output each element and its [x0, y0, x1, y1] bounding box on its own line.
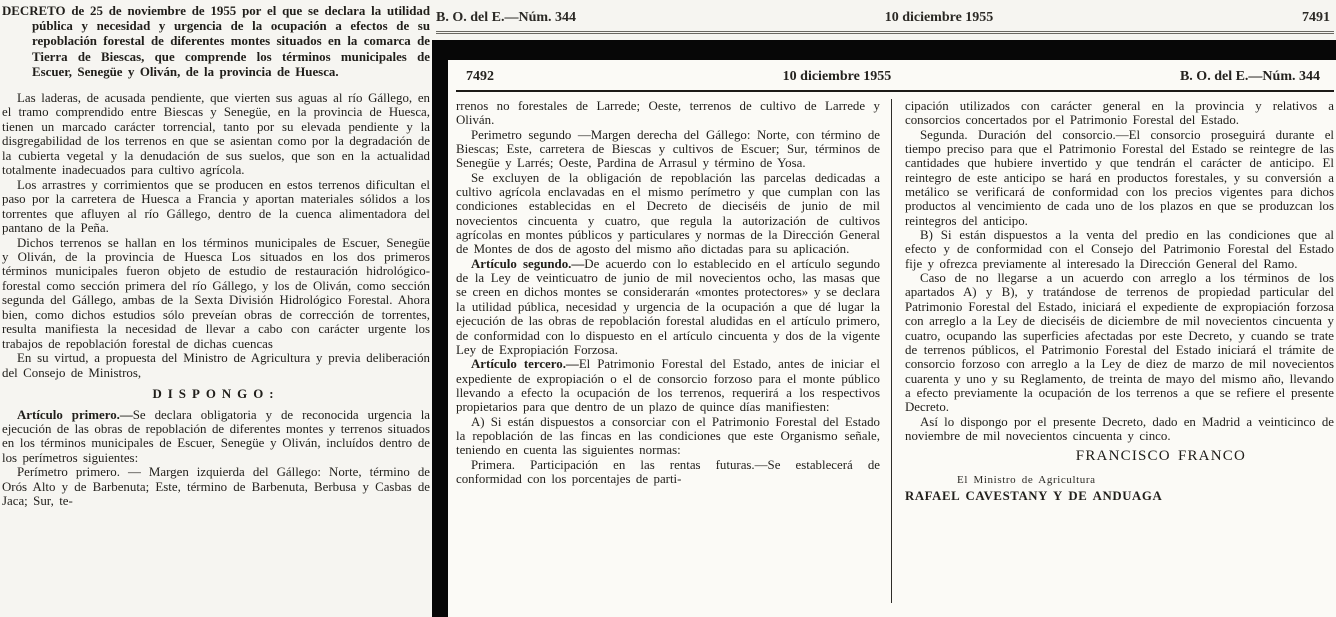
- front-header-page-number: 7492: [466, 69, 494, 84]
- paragraph: Perímetro primero. — Margen izquierda del Gállego: Norte, término de Orós Alto y de Barbenuta; Este, término de Barbenuta, Berbusa y Casbas de Jaca; Sur, te-: [2, 465, 430, 509]
- front-page-scan-frame: [432, 40, 1336, 617]
- rear-header-rule: [436, 31, 1334, 34]
- rear-page-left-column: [2, 4, 430, 615]
- paragraph: Segunda. Duración del consorcio.—El consorcio proseguirá durante el tiempo preciso para que el Patrimonio Forestal del Estado se reintegre de las cantidades que hubiere invertido y que tendrán el carácter de anticipo. El reintegro de este anticipo se hará en productos forestales, y su conversión a metálico se verificará de conformidad con los precios vigentes para dichos productos al vencimiento de cada uno de los plazos en que se produzcan los reintegros del anticipo.: [905, 127, 1334, 228]
- paragraph: Primera. Participación en las rentas futuras.—Se establecerá de conformidad con los porcentajes de parti-: [456, 457, 880, 486]
- rear-header-bulletin: B. O. del E.—Núm. 344: [436, 10, 577, 25]
- paragraph: DISPONGO:: [152, 387, 280, 402]
- paragraph: cipación utilizados con carácter general en la provincia y relativos a consorcios concertados por el Patrimonio Forestal del Estado.: [905, 99, 1334, 128]
- front-header-date: 10 diciembre 1955: [782, 69, 892, 84]
- paragraph: B) Si están dispuestos a la venta del predio en las condiciones que al efecto y de conformidad con el Consejo del Patrimonio Forestal del Estado fije y ofrezca previamente al interesado la Dirección General del Ramo.: [905, 228, 1334, 271]
- front-column-right: [892, 99, 1336, 603]
- rear-page-header: [436, 10, 1330, 26]
- signature-minister-name: RAFAEL CAVESTANY Y DE ANDUAGA: [905, 488, 1163, 503]
- rear-header-date: 10 diciembre 1955: [884, 10, 994, 25]
- front-page-header: [448, 60, 1336, 90]
- paragraph: Artículo tercero.—El Patrimonio Forestal del Estado, antes de iniciar el expediente de expropiación o el de consorcio forzoso para el monte público llevando a efecto la ocupación de los terrenos, requerirá a los respectivos propietarios para que dentro de un plazo de quince días manifiesten:: [456, 357, 880, 415]
- front-column-right-body: [905, 99, 1334, 443]
- paragraph: En su virtud, a propuesta del Ministro de Agricultura y previa deliberación del Consejo de Ministros,: [2, 351, 430, 380]
- paragraph: Artículo primero.—Se declara obligatoria y de reconocida urgencia la ejecución de las obras de repoblación de diferentes montes y terrenos situados en los términos municipales de Escuer, Senegüe y Oliván, incluídos dentro de los perímetros siguientes:: [2, 407, 430, 465]
- front-page-columns: [448, 92, 1336, 603]
- paragraph: Se excluyen de la obligación de repoblación las parcelas dedicadas a cultivo agrícola enclavadas en el mismo perímetro y que cumplan con las condiciones establecidas en el Decreto de dieciséis de junio de mil novecientos cincuenta y cuatro, que regula la autorización de cultivos agrícolas en montes públicos y particulares y normas de la Dirección General de Montes de dos de agosto del mismo año dictadas para su aplicación.: [456, 170, 880, 257]
- paragraph: Artículo segundo.—De acuerdo con lo establecido en el artículo segundo de la Ley de veinticuatro de junio de mil novecientos ocho, las masas que se creen en dichos montes se considerarán «montes protectores» y se declara la utilidad pública, necesidad y urgencia de la ocupación a que dé lugar la ejecución de las obras de repoblación forestal aludidas en el artículo primero, de conformidad con lo dispuesto en el artículo cincuenta y dos de la vigente Ley de Expropiación Forzosa.: [456, 256, 880, 357]
- signature-minister-title: El Ministro de Agricultura: [957, 473, 1096, 486]
- paragraph: Así lo dispongo por el presente Decreto, dado en Madrid a veinticinco de noviembre de mil novecientos cincuenta y cinco.: [905, 414, 1334, 443]
- front-column-left: [448, 99, 882, 603]
- rear-header-page-number: 7491: [1301, 10, 1330, 25]
- paragraph: Perimetro segundo —Margen derecha del Gállego: Norte, con término de Biescas; Este, carretera de Biescas y cultivos de Escuer; Sur, términos de Senegüe y Larrés; Oeste, Pardina de Arrasul y término de Yosa.: [456, 127, 880, 171]
- paragraph: Dichos terrenos se hallan en los términos municipales de Escuer, Senegüe y Oliván, de la provincia de Huesca Los situados en los dos primeros términos municipales fueron objeto de estudio de restauración hidrológico-forestal como sección primera del río Gállego, y los de Oliván, como sección segunda del Gállego, ambas de la Sexta División Hidrológico Forestal. Ahora bien, como dichos estudios sólo preveían obras de corrección de torrentes, resulta manifiesta la necesidad de llevar a cabo con carácter urgente los trabajos de repoblación forestal de dichas cuencas: [2, 235, 430, 351]
- front-page-paper: [448, 60, 1336, 617]
- paragraph: Caso de no llegarse a un acuerdo con arreglo a los términos de los apartados A) y B), y tratándose de terrenos de propiedad particular del Patrimonio Forestal del Estado, iniciará el expediente de expropiación forzosa con arreglo a la Ley de dieciséis de diciembre de mil novecientos cincuenta y cuatro, ocupando las superficies afectadas por este Decreto, y cuando se trate de terrenos públicos, el Patrimonio Forestal del Estado iniciará el trámite de consorcio forzoso con arreglo a la Ley de diez de marzo de mil novecientos cuarenta y uno y su Reglamento, de treinta de mayo del mismo año, llevando a efecto previamente la ocupación de los terrenos a que se refiere el presente Decreto.: [905, 271, 1334, 415]
- decree-heading: DECRETO de 25 de noviembre de 1955 por el que se declara la utilidad pública y necesidad y urgencia de la ocupación a efectos de su repoblación forestal de diferentes montes situados en la comarca de Tierra de Biescas, que comprende los términos municipales de Escuer, Senegüe y Oliván, de la provincia de Huesca.: [2, 4, 430, 79]
- paragraph: rrenos no forestales de Larrede; Oeste, terrenos de cultivo de Larrede y Oliván.: [456, 99, 880, 128]
- paragraph: Los arrastres y corrimientos que se producen en estos terrenos dificultan el paso por la carretera de Huesca a Francia y aportan materiales sólidos a los torrentes que afluyen al río Gállego, dentro de la cuenca alimentadora del pantano de la Peña.: [2, 177, 430, 236]
- front-header-bulletin: B. O. del E.—Núm. 344: [1179, 69, 1320, 84]
- rear-column-body: [2, 91, 430, 509]
- signature-franco: FRANCISCO FRANCO: [1075, 448, 1246, 465]
- paragraph: A) Si están dispuestos a consorciar con el Patrimonio Forestal del Estado la repoblación de las fincas en las condiciones que este Organismo señale, teniendo en cuenta las siguientes normas:: [456, 414, 880, 458]
- paragraph: Las laderas, de acusada pendiente, que vierten sus aguas al río Gállego, en el tramo comprendido entre Biescas y Senegüe, en la provincia de Huesca, tienen un marcado carácter torrencial, tanto por su elevada pendiente y la disgregabilidad de los terrenos en que se asientan como por la degradación de la cubierta vegetal y la denudación de sus suelos, que son en la actualidad totalmente inadecuados para cultivo agrícola.: [2, 91, 430, 178]
